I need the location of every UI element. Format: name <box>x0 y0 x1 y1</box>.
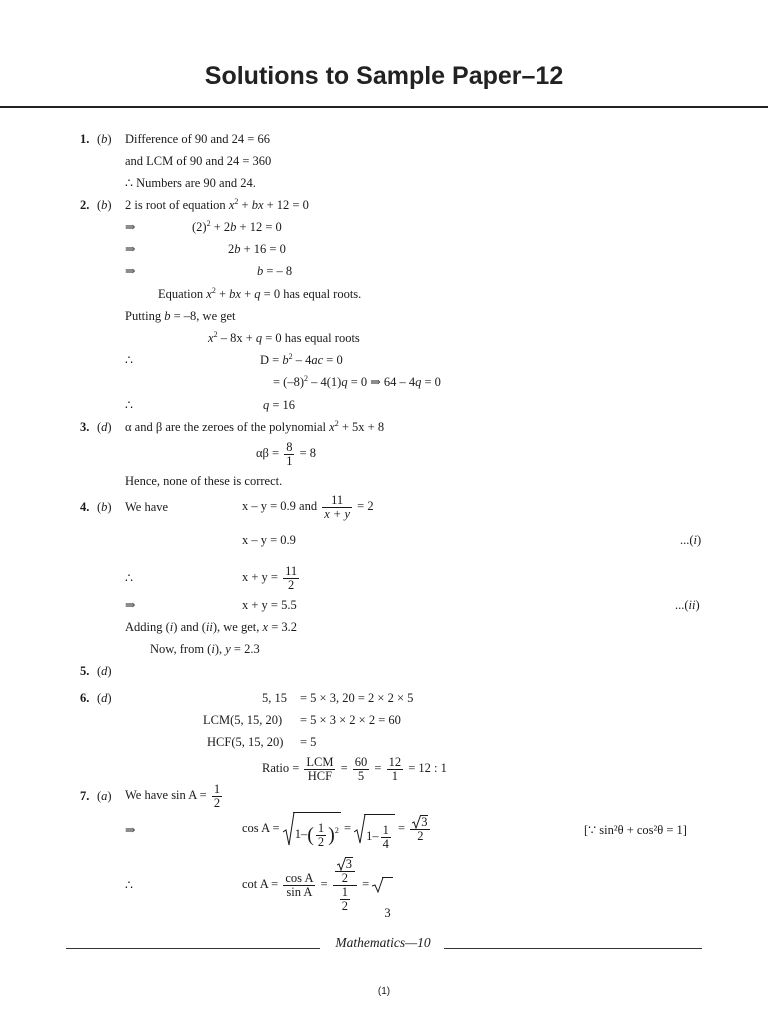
implies-symbol: ⇒ <box>125 598 136 612</box>
implies-symbol: ⇒ <box>125 220 136 234</box>
fraction: $\frac{11}{2}$ <box>285 563 298 592</box>
equation-tag: ...(ii) <box>675 598 700 612</box>
footer-rule-left <box>66 948 320 949</box>
therefore-symbol: ∴ <box>125 878 133 892</box>
square-root: 1– $\frac{1}{4}$ <box>354 814 395 844</box>
math-line: cos A = 1–( $\frac{1}{2}$ )$^2$ = 1– $\frac{1}{4}$ = $\frac{3}{2}$ <box>242 808 432 848</box>
answer-option: (b) <box>97 132 112 146</box>
fraction: $\frac{\text{cos A}}{\text{sin A}}$ <box>285 870 314 899</box>
math-line: LCM(5, 15, 20) <box>203 713 283 727</box>
fraction: $\frac{3}{2}$ <box>410 815 430 843</box>
trig-identity-note: [∵ sin²θ + cos²θ = 1] <box>584 823 687 837</box>
implies-symbol: ⇒ <box>125 823 136 837</box>
math-line: = 5 <box>300 735 317 749</box>
fraction: $\frac{11}{x + y}$ <box>324 492 351 521</box>
equation-tag: ...(i) <box>680 533 702 547</box>
question-number: 3. <box>80 420 90 434</box>
math-line: HCF(5, 15, 20) <box>207 735 284 749</box>
fraction: $\frac{1}{4}$ <box>382 822 389 851</box>
implies-symbol: ⇒ <box>125 242 136 256</box>
answer-option: (b) <box>97 198 112 212</box>
question-number: 7. <box>80 789 90 803</box>
solution-line: α and β are the zeroes of the polynomial $x^2 + 5x + 8$ <box>125 419 385 434</box>
math-line: = 5 × 3 × 2 × 2 = 60 <box>300 713 401 727</box>
solution-line: Now, from (i), y = 2.3 <box>150 642 260 656</box>
fraction: $\frac{8}{1}$ <box>286 439 293 468</box>
question-number: 1. <box>80 132 90 146</box>
math-line: = 5 × 3, 20 = 2 × 2 × 5 <box>300 691 414 705</box>
square-root: 3 <box>372 877 392 893</box>
solution-line: We have sin A = $\frac{1}{2}$ <box>125 781 221 810</box>
math-line: = $(-8)^2 - 4(1)q = 0$ ⇒ 64 – 4q = 0 <box>273 374 441 389</box>
answer-option: (d) <box>97 420 112 434</box>
math-line: b = – 8 <box>257 264 293 278</box>
math-line: $(2)^2 + 2b + 12 = 0$ <box>192 219 282 234</box>
implies-symbol: ⇒ <box>125 264 136 278</box>
math-line: 2b + 16 = 0 <box>228 242 286 256</box>
question-number: 2. <box>80 198 90 212</box>
solution-line: ∴ Numbers are 90 and 24. <box>125 176 256 190</box>
answer-option: (b) <box>97 500 112 514</box>
math-line: cot A = $\frac{\text{cos A}}{\text{sin A}}$ = $\frac{\frac{3}{2}}{\frac{1}{2}}$ = 3 <box>242 850 393 918</box>
solution-line: and LCM of 90 and 24 = 360 <box>125 154 272 168</box>
solution-line: Difference of 90 and 24 = 66 <box>125 132 270 146</box>
question-number: 4. <box>80 500 90 514</box>
solution-line: Hence, none of these is correct. <box>125 474 283 488</box>
complex-fraction: $\frac{\frac{3}{2}}{\frac{1}{2}}$ <box>333 857 357 913</box>
math-line: x – y = 0.9 and $\frac{11}{x + y}$ = 2 <box>242 492 374 521</box>
math-line: q = 16 <box>263 398 296 412</box>
therefore-symbol: ∴ <box>125 571 133 585</box>
math-line: x + y = $\frac{11}{2}$ <box>242 563 298 592</box>
therefore-symbol: ∴ <box>125 353 133 367</box>
solution-line: Putting b = –8, we get <box>125 309 236 323</box>
solution-line: Adding (i) and (ii), we get, x = 3.2 <box>125 620 297 634</box>
question-number: 5. <box>80 664 90 678</box>
page-number: (1) <box>377 986 391 997</box>
page-title: Solutions to Sample Paper–12 <box>204 62 564 90</box>
fraction: $\frac{\text{LCM}}{\text{HCF}}$ <box>306 754 334 783</box>
math-line: Ratio = $\frac{\text{LCM}}{\text{HCF}}$ = $\frac{60}{5}$ = $\frac{12}{1}$ = 12 : 1 <box>262 754 447 783</box>
math-line: x + y = 5.5 <box>242 598 297 612</box>
footer-subject: Mathematics—10 <box>335 935 431 950</box>
question-number: 6. <box>80 691 90 705</box>
fraction: $\frac{12}{1}$ <box>388 754 402 783</box>
solution-line: Equation $x^2$ + bx + q = 0 has equal roots. <box>158 286 362 301</box>
answer-option: (a) <box>97 789 112 803</box>
solution-line: We have <box>125 500 169 514</box>
math-line: αβ = $\frac{8}{1}$ = 8 <box>256 439 317 468</box>
answer-option: (d) <box>97 664 112 678</box>
fraction: $\frac{1}{2}$ <box>213 781 221 810</box>
title-rule <box>0 106 768 108</box>
math-line: $D = b^2 - 4ac = 0$ <box>260 352 343 367</box>
solution-line: 2 is root of equation $x^2$ + bx + 12 = 0 <box>125 197 309 212</box>
fraction: $\frac{1}{2}$ <box>317 820 325 849</box>
square-root: 1–( $\frac{1}{2}$ )$^2$ <box>283 812 341 846</box>
math-line: x – y = 0.9 <box>242 533 296 547</box>
therefore-symbol: ∴ <box>125 398 133 412</box>
math-line: $x^2 - 8x + q = 0$ has equal roots <box>208 330 360 345</box>
math-line: 5, 15 <box>262 691 287 705</box>
fraction: $\frac{60}{5}$ <box>354 754 368 783</box>
answer-option: (d) <box>97 691 112 705</box>
footer-rule-right <box>444 948 702 949</box>
